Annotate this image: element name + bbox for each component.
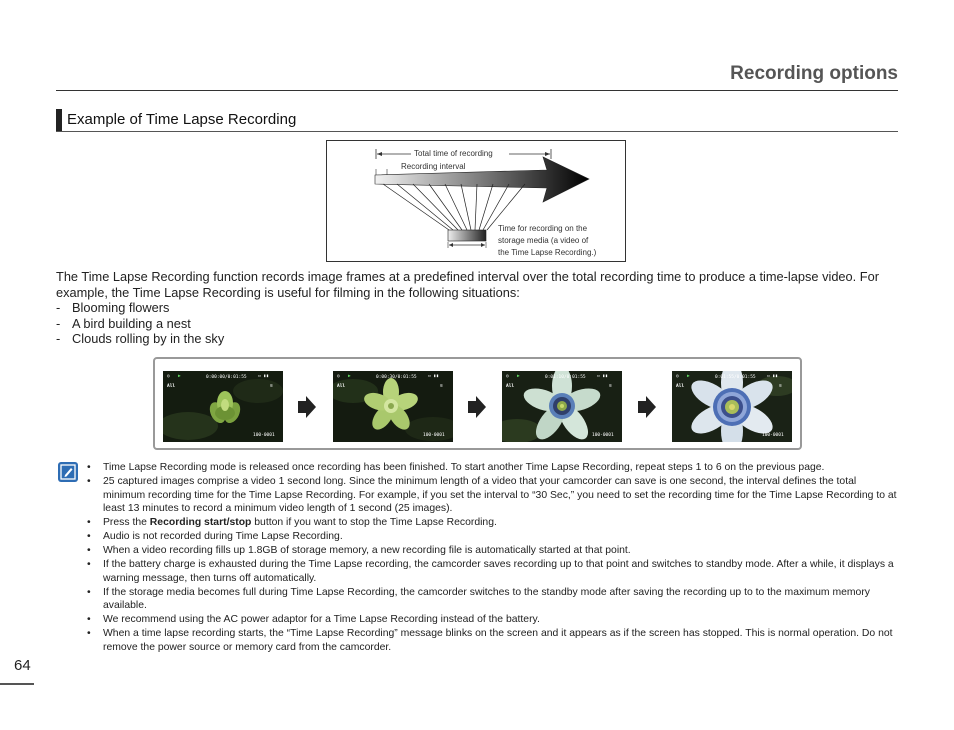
flower-frame-3 [502, 371, 622, 442]
file-counter: 100-0001 [423, 433, 445, 438]
flower-frame-sequence [153, 357, 802, 450]
wind-cut-icon: ≋ [609, 384, 612, 389]
note-item: • We recommend using the AC power adaptor for a Time Lapse Recording instead of the battery. [87, 613, 897, 627]
flower-frame-1 [163, 371, 283, 442]
file-counter: 100-0001 [762, 433, 784, 438]
file-counter: 100-0001 [592, 433, 614, 438]
flower-full-bloom-image [672, 371, 792, 442]
battery-icon: ▭ ▮▮ [258, 374, 269, 379]
time-readout: 0:01:55/0:01:55 [715, 375, 756, 380]
file-counter: 100-0001 [253, 433, 275, 438]
media-label-line-3: the Time Lapse Recording.) [498, 248, 597, 257]
mode-icon: ◎ [506, 374, 509, 379]
battery-icon: ▭ ▮▮ [428, 374, 439, 379]
play-icon: ▶ [178, 374, 181, 379]
time-lapse-diagram [326, 140, 626, 262]
note-item: • 25 captured images comprise a video 1 second long. Since the minimum length of a video that your camcorder can save is one second, the interval defines the total minimum recording time for the Time Lapse Recording. For example, if you set the interval to “30 Sec,” you need to set the recording time for the Time Lapse Recording to at least 13 minutes to record a minimum video length of 1 second (25 images). [87, 475, 897, 516]
media-label-line-1: Time for recording on the [498, 224, 588, 233]
section-divider [56, 131, 898, 132]
note-text: Press the [103, 517, 150, 528]
section-marker [56, 109, 62, 131]
page-number: 64 [14, 657, 31, 674]
flower-blooming-image [502, 371, 622, 442]
recording-interval-label: Recording interval [401, 162, 466, 171]
note-text: button if you want to stop the Time Lapse Recording. [251, 517, 497, 528]
example-list-item: - Clouds rolling by in the sky [56, 331, 225, 346]
section-title: Example of Time Lapse Recording [67, 111, 297, 128]
time-readout: 0:01:10/0:01:55 [545, 375, 586, 380]
example-text: A bird building a nest [72, 315, 191, 331]
example-list-item: - A bird building a nest [56, 315, 191, 331]
wind-cut-icon: ≋ [440, 384, 443, 389]
arrow-right-icon [298, 396, 316, 418]
example-text: Clouds rolling by in the sky [72, 331, 225, 346]
intro-text [56, 269, 906, 347]
play-icon: ▶ [348, 374, 351, 379]
example-list-item: - Blooming flowers [56, 300, 170, 315]
battery-icon: ▭ ▮▮ [767, 374, 778, 379]
mode-label: All [676, 384, 685, 389]
note-item: • When a video recording fills up 1.8GB of storage memory, a new recording file is automatically started at that point. [87, 544, 897, 558]
title-divider [56, 90, 898, 91]
mode-icon: ◎ [676, 374, 679, 379]
note-item: • Time Lapse Recording mode is released once recording has been finished. To start another Time Lapse Recording, repeat steps 1 to 6 on the previous page. [87, 461, 897, 475]
flower-frame-4 [672, 371, 792, 442]
mode-label: All [337, 384, 346, 389]
flower-frame-2 [333, 371, 453, 442]
intro-paragraph: The Time Lapse Recording function records image frames at a predefined interval over the total recording time to produce a time-lapse video. For example, the Time Lapse Recording is useful for filming in the following situations: [56, 269, 879, 300]
mode-icon: ◎ [337, 374, 340, 379]
total-time-label: Total time of recording [414, 149, 493, 158]
page-number-underline [0, 683, 34, 685]
note-item: • If the storage media becomes full during Time Lapse Recording, the camcorder switches to the standby mode after saving the recording up to to the maximum memory available. [87, 586, 897, 613]
flower-opening-image [333, 371, 453, 442]
time-readout: 0:00:00/0:01:55 [206, 375, 247, 380]
example-text: Blooming flowers [72, 300, 170, 315]
flower-bud-image [163, 371, 283, 442]
button-name: Recording start/stop [149, 517, 252, 528]
note-item: • If the battery charge is exhausted during the Time Lapse recording, the camcorder saves recording up to that point and switches to standby mode. After a while, it displays a warning message, then turns off automatically. [87, 558, 897, 585]
battery-icon: ▭ ▮▮ [597, 374, 608, 379]
note-item: • When a time lapse recording starts, the “Time Lapse Recording” message blinks on the screen and it appears as if the screen has stopped. This is normal operation. Do not remove the power source or memory card from the camcorder. [87, 627, 897, 654]
wind-cut-icon: ≋ [270, 384, 273, 389]
note-item [87, 516, 897, 530]
play-icon: ▶ [517, 374, 520, 379]
page-title: Recording options [730, 63, 898, 84]
note-item: • Audio is not recorded during Time Lapse Recording. [87, 530, 897, 544]
mode-label: All [506, 384, 515, 389]
note-icon [58, 462, 78, 482]
media-label-line-2: storage media (a video of [498, 236, 589, 245]
play-icon: ▶ [687, 374, 690, 379]
arrow-right-icon [468, 396, 486, 418]
notes-list [87, 461, 897, 655]
wind-cut-icon: ≋ [779, 384, 782, 389]
time-readout: 0:00:30/0:01:55 [376, 375, 417, 380]
mode-label: All [167, 384, 176, 389]
mode-icon: ◎ [167, 374, 170, 379]
arrow-right-icon [638, 396, 656, 418]
